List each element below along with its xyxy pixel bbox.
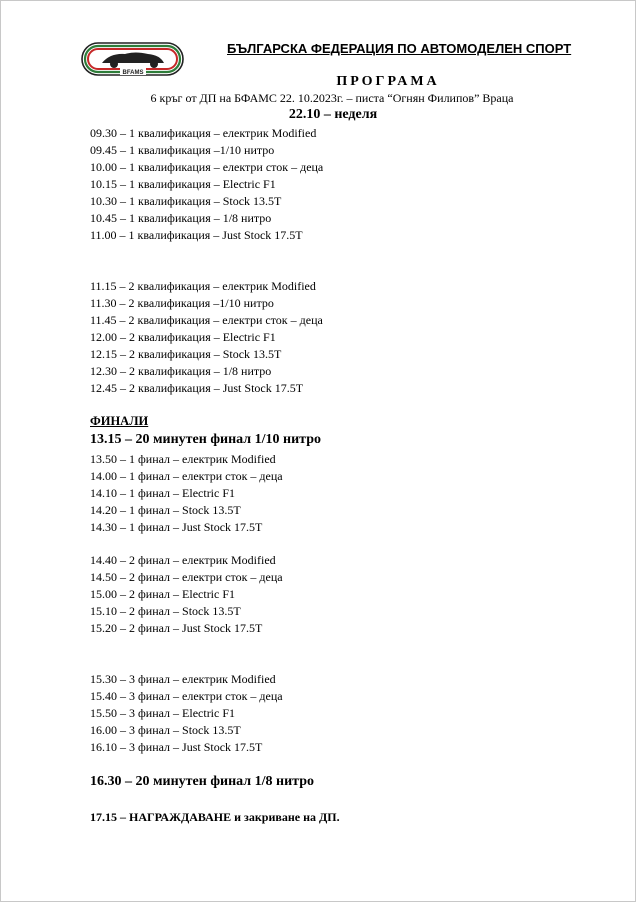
schedule-line: 15.20 – 2 финал – Just Stock 17.5T <box>90 621 263 635</box>
federation-name: БЪЛГАРСКА ФЕДЕРАЦИЯ ПО АВТОМОДЕЛЕН СПОРТ <box>227 41 572 56</box>
final-nitro-10: 13.15 – 20 минутен финал 1/10 нитро <box>90 432 321 447</box>
event-date: 22.10 – неделя <box>288 107 378 122</box>
schedule-line: 15.10 – 2 финал – Stock 13.5T <box>90 604 241 618</box>
schedule-line: 15.00 – 2 финал – Electric F1 <box>90 587 236 601</box>
schedule-line: 13.50 – 1 финал – електрик Modified <box>90 452 276 466</box>
schedule-line: 16.10 – 3 финал – Just Stock 17.5T <box>90 740 263 754</box>
schedule-line: 11.00 – 1 квалификация – Just Stock 17.5T <box>90 228 303 242</box>
closing-ceremony: 17.15 – НАГРАЖДАВАНЕ и закриване на ДП. <box>90 810 340 824</box>
final-nitro-8: 16.30 – 20 минутен финал 1/8 нитро <box>90 774 314 789</box>
schedule-line: 10.00 – 1 квалификация – електри сток – деца <box>90 160 324 174</box>
event-subtitle: 6 кръг от ДП на БФАМС 22. 10.2023г. – писта “Огнян Филипов” Враца <box>150 91 514 105</box>
schedule-line: 14.00 – 1 финал – електри сток – деца <box>90 469 283 483</box>
schedule-line: 10.45 – 1 квалификация – 1/8 нитро <box>90 211 272 225</box>
schedule-line: 12.15 – 2 квалификация – Stock 13.5T <box>90 347 282 361</box>
schedule-line: 16.00 – 3 финал – Stock 13.5T <box>90 723 241 737</box>
schedule-line: 15.30 – 3 финал – електрик Modified <box>90 672 276 686</box>
bfams-logo <box>80 41 185 77</box>
schedule-line: 09.30 – 1 квалификация – електрик Modified <box>90 126 317 140</box>
schedule-line: 15.40 – 3 финал – електри сток – деца <box>90 689 283 703</box>
schedule-line: 10.30 – 1 квалификация – Stock 13.5T <box>90 194 282 208</box>
schedule-line: 14.30 – 1 финал – Just Stock 17.5T <box>90 520 263 534</box>
schedule-line: 11.15 – 2 квалификация – електрик Modified <box>90 279 316 293</box>
schedule-line: 14.50 – 2 финал – електри сток – деца <box>90 570 283 584</box>
schedule-line: 14.10 – 1 финал – Electric F1 <box>90 486 236 500</box>
schedule-line: 14.20 – 1 финал – Stock 13.5T <box>90 503 241 517</box>
schedule-line: 11.30 – 2 квалификация –1/10 нитро <box>90 296 274 310</box>
schedule-line: 11.45 – 2 квалификация – електри сток – деца <box>90 313 323 327</box>
logo-text: BFAMS <box>122 70 144 76</box>
finals-heading: ФИНАЛИ <box>90 414 149 428</box>
schedule-line: 12.30 – 2 квалификация – 1/8 нитро <box>90 364 272 378</box>
program-title: ПРОГРАМА <box>336 74 440 89</box>
schedule-line: 12.45 – 2 квалификация – Just Stock 17.5T <box>90 381 304 395</box>
schedule-line: 09.45 – 1 квалификация –1/10 нитро <box>90 143 275 157</box>
schedule-line: 12.00 – 2 квалификация – Electric F1 <box>90 330 276 344</box>
schedule-line: 10.15 – 1 квалификация – Electric F1 <box>90 177 276 191</box>
schedule-line: 14.40 – 2 финал – електрик Modified <box>90 553 276 567</box>
schedule-line: 15.50 – 3 финал – Electric F1 <box>90 706 236 720</box>
